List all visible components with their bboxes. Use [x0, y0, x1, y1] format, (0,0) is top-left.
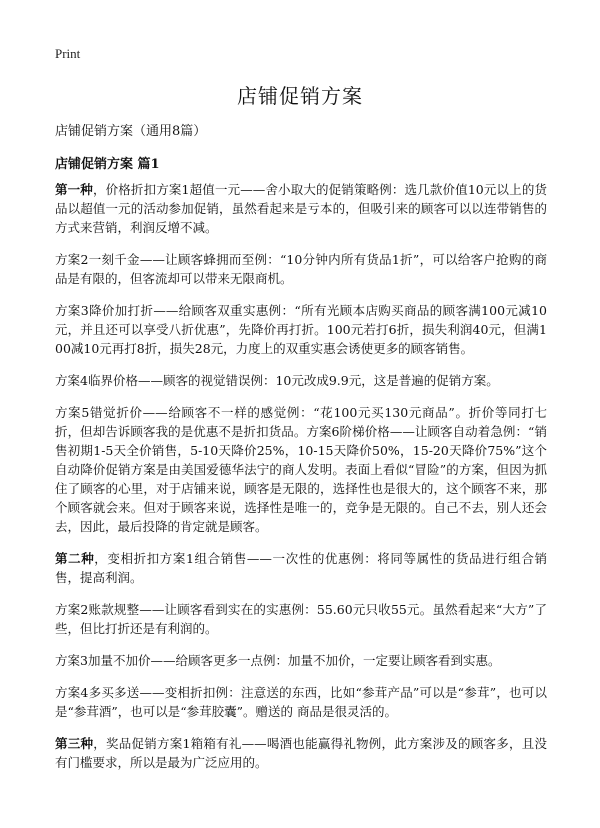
paragraph: [55, 683, 547, 721]
paragraph: [55, 371, 547, 390]
print-link[interactable]: Print: [55, 46, 81, 61]
paragraph-text: 方案2一刻千金——让顾客蜂拥而至例：“10分钟内所有货品1折”，可以给客户抢购的商品是有限的，但客流却可以带来无限商机。: [55, 252, 547, 286]
page-title: 店铺促销方案: [237, 84, 363, 108]
paragraph: [55, 250, 547, 288]
paragraph-text: 方案5错觉折价——给顾客不一样的感觉例：“花100元买130元商品”。折价等同打七折，但却告诉顾客我的是优惠不是折扣货品。方案6阶梯价格——让顾客自动着急例：“销售初期1-5天全价销售，5-10天降价25%，10-15天降价50%，15-20天降价75%”这个自动降价促销方案是由美国爱德华法宁的商人发明。表面上看似“冒险”的方案，但因为抓住了顾客的心里，对于店铺来说，顾客是无限的，选择性也是很大的，这个顾客不来，那个顾客就会来。但对于顾客来说，选择性是唯一的，竞争是无限的。自己不去，别人还会去，因此，最后投降的肯定就是顾客。: [55, 405, 547, 534]
paragraph-text: 方案3加量不加价——给顾客更多一点例：加量不加价，一定要让顾客看到实惠。: [55, 653, 501, 668]
paragraph: [55, 600, 547, 638]
paragraph-text: 方案3降价加打折——给顾客双重实惠例：“所有光顾本店购买商品的顾客满100元减10元，并且还可以享受八折优惠”，先降价再打折。100元若打6折，损失利润40元，但满100减10元再打8折，损失28元，力度上的双重实惠会诱使更多的顾客销售。: [55, 303, 547, 356]
paragraph-text: 方案2账款规整——让顾客看到实在的实惠例：55.60元只收55元。虽然看起来“大方”了些，但比打折还是有利润的。: [55, 602, 547, 636]
paragraph: [55, 549, 547, 587]
paragraph-lead: 第一种: [55, 182, 93, 197]
paragraph: [55, 734, 547, 772]
section-heading: 店铺促销方案 篇1: [55, 157, 160, 172]
paragraph-text: 方案4临界价格——顾客的视觉错误例：10元改成9.9元，这是普遍的促销方案。: [55, 373, 499, 388]
paragraph: [55, 301, 547, 358]
article-body: [55, 180, 547, 785]
paragraph-text: 方案4多买多送——变相折扣例：注意送的东西，比如“参茸产品”可以是“参茸”，也可以是“参茸酒”，也可以是“参茸胶囊”。赠送的 商品是很灵活的。: [55, 685, 547, 719]
paragraph-text: ，变相折扣方案1组合销售——一次性的优惠例：将同等属性的货品进行组合销售，提高利润。: [55, 551, 547, 585]
paragraph-lead: 第三种: [55, 736, 94, 751]
paragraph-text: ，奖品促销方案1箱箱有礼——喝酒也能赢得礼物例，此方案涉及的顾客多，且没有门槛要求，所以是最为广泛应用的。: [55, 736, 547, 770]
document-subtitle: 店铺促销方案（通用8篇）: [55, 124, 207, 139]
paragraph-text: ，价格折扣方案1超值一元——舍小取大的促销策略例：选几款价值10元以上的货品以超值一元的活动参加促销，虽然看起来是亏本的，但吸引来的顾客可以以连带销售的方式来营销，利润反增不减。: [55, 182, 547, 235]
paragraph: [55, 403, 547, 536]
paragraph-lead: 第二种: [55, 551, 95, 566]
paragraph: [55, 180, 547, 237]
paragraph: [55, 651, 547, 670]
